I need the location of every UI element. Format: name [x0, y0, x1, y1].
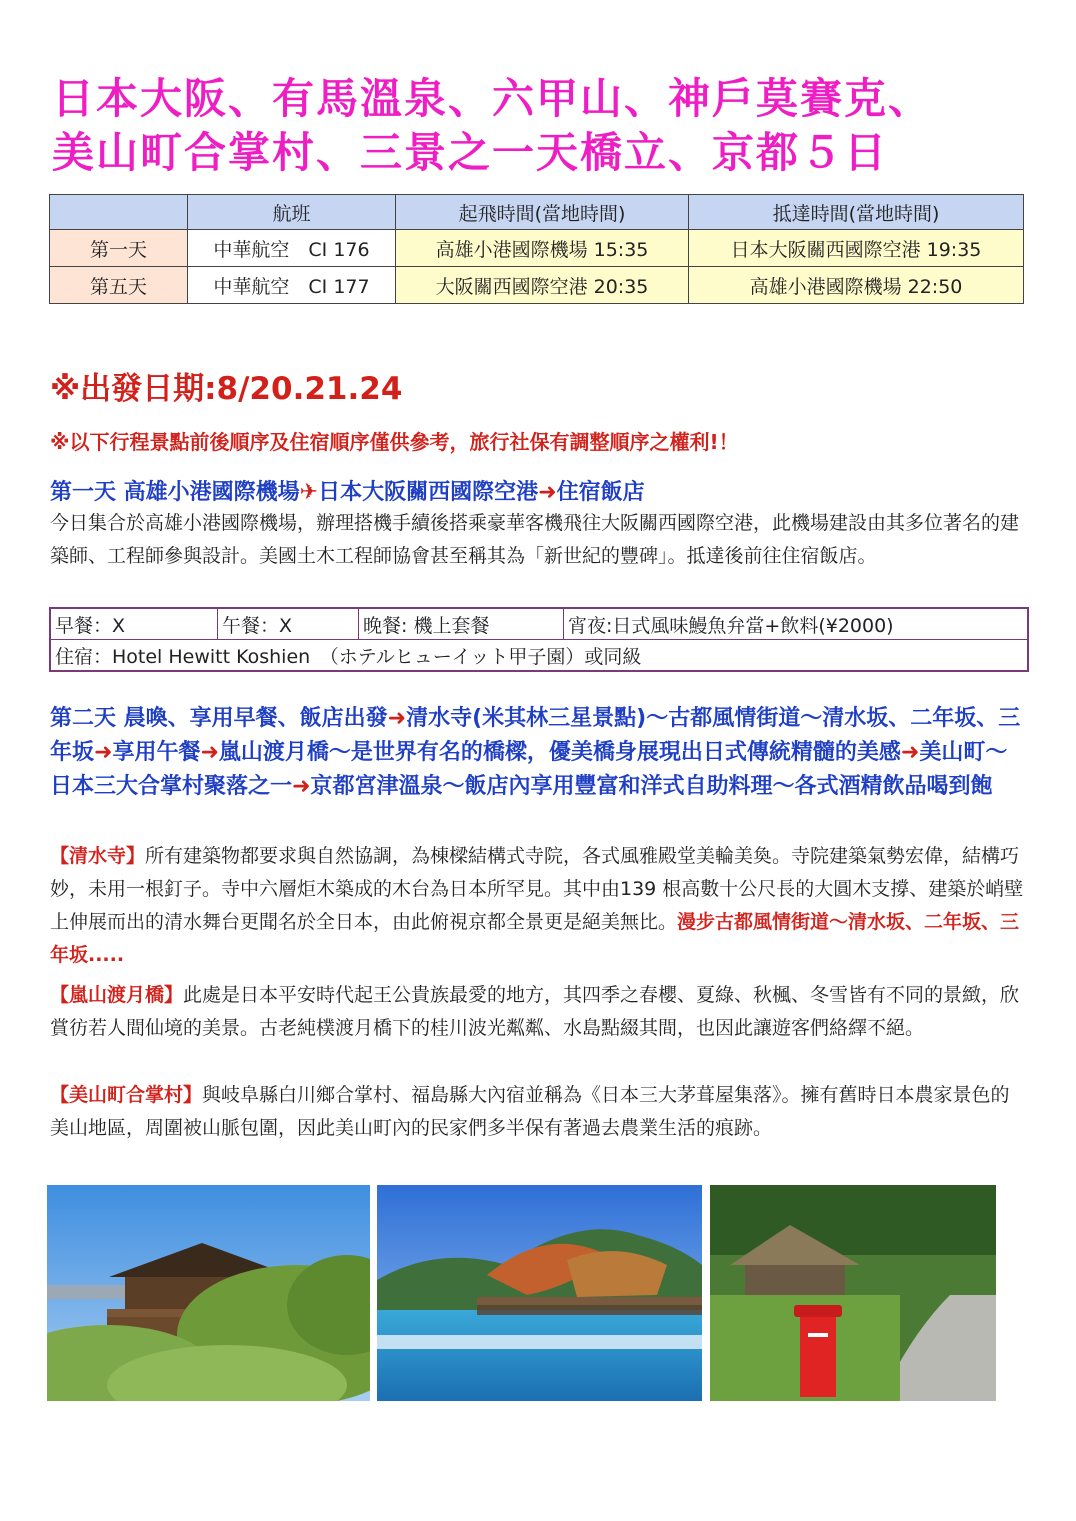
day1-heading-mid: 日本大阪關西國際空港 [318, 480, 539, 505]
header-cell: 航班 [188, 195, 396, 230]
kiyomizu-paragraph [50, 840, 1028, 972]
arrow-right-icon: ➜ [900, 740, 920, 765]
arrow-right-icon: ➜ [94, 740, 113, 765]
day2-heading-part: 京都宮津溫泉～飯店內享用豐富和洋式自助料理～各式酒精飲品喝到飽 [310, 774, 993, 799]
arashiyama-paragraph [50, 979, 1028, 1045]
kiyomizu-label: 【清水寺】 [50, 845, 146, 867]
miyama-text: 與岐阜縣白川鄉合掌村、福島縣大內宿並稱為《日本三大茅葺屋集落》。擁有舊時日本農家景色的美山地區，周圍被山脈包圍，因此美山町內的民家們多半保有著過去農業生活的痕跡。 [50, 1084, 1010, 1139]
table-row [50, 640, 1028, 672]
kiyomizu-photo [47, 1185, 370, 1401]
flight-day: 第五天 [50, 267, 188, 304]
day1-description: 今日集合於高雄小港國際機場，辦理搭機手續後搭乘豪華客機飛往大阪關西國際空港，此機場建設由其多位著名的建築師、工程師參與設計。美國土木工程師協會甚至稱其為「新世紀的豐碑」。抵達後前往住宿飯店。 [50, 512, 1020, 567]
header-cell [50, 195, 188, 230]
itinerary-notice: ※以下行程景點前後順序及住宿順序僅供參考，旅行社保有調整順序之權利!！ [50, 430, 739, 454]
miyama-paragraph [50, 1079, 1028, 1145]
page-title [52, 72, 1042, 180]
meal-breakfast: 早餐：X [50, 608, 218, 640]
flight-number: 中華航空 CI 176 [188, 230, 396, 267]
arrow-right-icon: ➜ [387, 706, 407, 731]
day1-heading-end: 住宿飯店 [556, 480, 645, 505]
meal-supper: 宵夜:日式風味鰻魚弁當+飲料(¥2000) [564, 608, 1029, 640]
miyama-label: 【美山町合掌村】 [50, 1084, 203, 1106]
miyama-photo [710, 1185, 996, 1401]
arashiyama-label: 【嵐山渡月橋】 [50, 984, 184, 1006]
kiyomizu-walk: 漫步古都風情街道～清水坂、二年坂、三年坂..... [50, 911, 1020, 966]
flight-table-header [50, 195, 1024, 230]
day2-heading-part: 美山町～日本三大合掌村聚落之一 [50, 740, 1008, 799]
title-line-1: 日本大阪、有馬溫泉、六甲山、神戶莫賽克、 [52, 74, 933, 123]
table-row [50, 267, 1024, 304]
meal-dinner: 晚餐: 機上套餐 [359, 608, 564, 640]
arashiyama-text: 此處是日本平安時代起王公貴族最愛的地方，其四季之春櫻、夏綠、秋楓、冬雪皆有不同的景緻，欣賞彷若人間仙境的美景。古老純樸渡月橋下的桂川波光粼粼、水島點綴其間，也因此讓遊客們絡繹不絕。 [50, 984, 1020, 1039]
header-cell: 起飛時間(當地時間) [396, 195, 689, 230]
meal-table [49, 607, 1029, 672]
flight-depart: 大阪關西國際空港 20:35 [396, 267, 689, 304]
day2-heading [50, 702, 1025, 804]
title-line-2: 美山町合掌村、三景之一天橋立、京都５日 [52, 128, 889, 177]
hotel-info: 住宿：Hotel Hewitt Koshien （ホテルヒューイット甲子園）或同級 [50, 640, 1028, 672]
day2-heading-part: 享用午餐 [112, 740, 201, 765]
table-row [50, 230, 1024, 267]
flight-depart: 高雄小港國際機場 15:35 [396, 230, 689, 267]
day2-heading-part: 第二天 晨喚、享用早餐、飯店出發 [50, 706, 388, 731]
meal-lunch: 午餐：X [218, 608, 359, 640]
day1-heading-start: 第一天 高雄小港國際機場 [50, 480, 300, 505]
flight-arrive: 高雄小港國際機場 22:50 [689, 267, 1024, 304]
day1-heading [50, 476, 1025, 510]
departure-dates: ※出發日期:8/20.21.24 [50, 371, 403, 407]
arrow-right-icon: ➜ [292, 774, 311, 799]
day2-heading-part: 清水寺(米其林三星景點)～古都風情街道～清水坂、二年坂、三年坂 [50, 706, 1021, 765]
kiyomizu-text: 所有建築物都要求與自然協調，為棟樑結構式寺院，各式風雅殿堂美輪美奐。寺院建築氣勢宏偉，結構巧妙，未用一根釘子。寺中六層炬木築成的木台為日本所罕見。其中由139 根高數十公尺長的大圓木支撐、建築於峭壁上伸展而出的清水舞台更聞名於全日本，由此俯視京都全景更是絕美無比。 [50, 845, 1024, 933]
header-cell: 抵達時間(當地時間) [689, 195, 1024, 230]
table-row [50, 608, 1028, 640]
airplane-icon: ✈ [299, 480, 319, 505]
flight-arrive: 日本大阪關西國際空港 19:35 [689, 230, 1024, 267]
togetsukyo-photo [377, 1185, 702, 1401]
flight-table [49, 194, 1024, 304]
arrow-right-icon: ➜ [200, 740, 219, 765]
arrow-right-icon: ➜ [538, 480, 557, 505]
flight-day: 第一天 [50, 230, 188, 267]
flight-number: 中華航空 CI 177 [188, 267, 396, 304]
day2-heading-part: 嵐山渡月橋～是世界有名的橋樑，優美橋身展現出日式傳統精髓的美感 [218, 740, 901, 765]
